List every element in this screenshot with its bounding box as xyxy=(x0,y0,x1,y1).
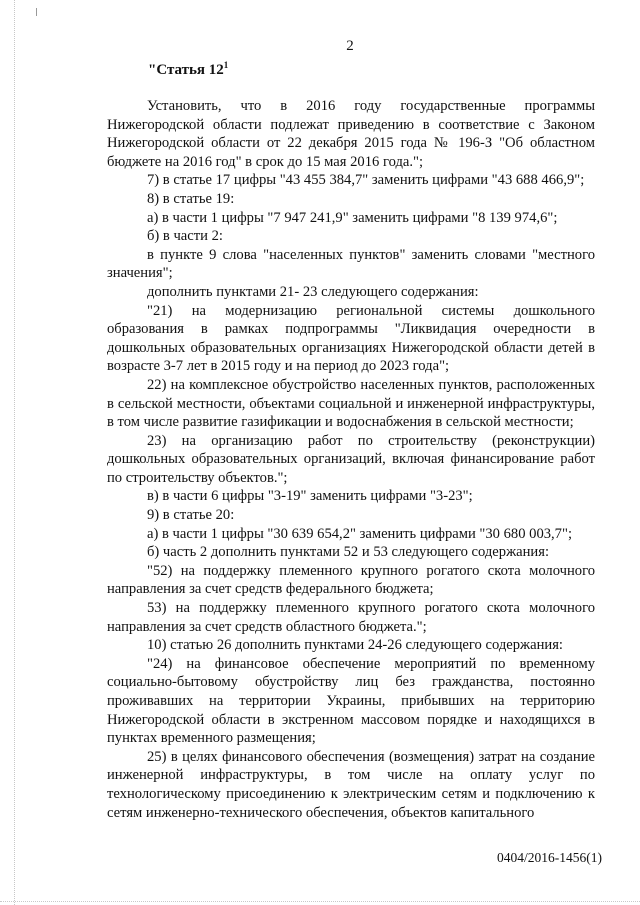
paragraph: Установить, что в 2016 году государственные программы Нижегородской области подлежат приведению в соответствие с Законом Нижегородской области от 22 декабря 2015 года № 196-З "Об областном бюджете на 2016 год" в срок до 15 мая 2016 года."; xyxy=(107,98,595,170)
paragraph: б) в части 2: xyxy=(147,228,223,245)
scan-mark-artifact xyxy=(36,8,37,16)
paragraph: а) в части 1 цифры "7 947 241,9" заменить цифрами "8 139 974,6"; xyxy=(147,209,558,226)
paragraph: "21) на модернизацию региональной системы дошкольного образования в рамках подпрограммы "Ликвидация очередности в дошкольных образовательных организациях Нижегородской области детей в возрасте 3-7 лет в 2015 году и на период до 2023 года"; xyxy=(107,302,595,375)
document-body xyxy=(107,97,595,822)
paragraph: "52) на поддержку племенного крупного рогатого скота молочного направления за счет средств федерального бюджета; xyxy=(107,562,595,598)
paragraph: "24) на финансовое обеспечение мероприятий по временному социально-бытовому обустройству лиц без гражданства, постоянно проживавших на территории Украины, прибывших на территорию Нижегородской области в экстренном массовом порядке и находящихся в пунктах временного размещения; xyxy=(107,655,595,747)
paragraph: 10) статью 26 дополнить пунктами 24-26 следующего содержания: xyxy=(147,637,563,654)
paragraph: 23) на организацию работ по строительству (реконструкции) дошкольных образовательных организаций, включая финансирование работ по строительству объектов."; xyxy=(107,432,595,486)
paragraph: 9) в статье 20: xyxy=(147,507,235,524)
page-number: 2 xyxy=(346,38,354,54)
scan-edge-artifact xyxy=(14,0,17,905)
document-code: 0404/2016-1456(1) xyxy=(497,850,602,865)
paragraph: в) в части 6 цифры "3-19" заменить цифрами "3-23"; xyxy=(147,488,473,505)
paragraph: 22) на комплексное обустройство населенных пунктов, расположенных в сельской местности, объектами социальной и инженерной инфраструктуры, в том числе развитие газификации и водоснабжения в сельской местности; xyxy=(107,376,595,431)
paragraph: б) часть 2 дополнить пунктами 52 и 53 следующего содержания: xyxy=(147,544,550,561)
paragraph: а) в части 1 цифры "30 639 654,2" заменить цифрами "30 680 003,7"; xyxy=(147,525,572,542)
article-heading-text: "Статья 12 xyxy=(148,62,224,78)
paragraph: 53) на поддержку племенного крупного рогатого скота молочного направления за счет средств областного бюджета."; xyxy=(107,600,595,635)
article-heading xyxy=(148,62,228,79)
paragraph: 25) в целях финансового обеспечения (возмещения) затрат на создание инженерной инфраструктуры, в том числе на оплату услуг по технологическому присоединению к электрическим сетям и подключению к сетям инженерно-технического обеспечения, объектов капитального xyxy=(107,748,595,821)
paragraph: дополнить пунктами 21- 23 следующего содержания: xyxy=(147,283,479,300)
article-heading-superscript: 1 xyxy=(223,60,229,70)
paragraph: в пункте 9 слова "населенных пунктов" заменить словами "местного значения"; xyxy=(107,246,595,282)
paragraph: 8) в статье 19: xyxy=(147,190,235,207)
scan-bottom-artifact xyxy=(0,899,640,902)
paragraph: 7) в статье 17 цифры "43 455 384,7" заменить цифрами "43 688 466,9"; xyxy=(147,172,585,189)
